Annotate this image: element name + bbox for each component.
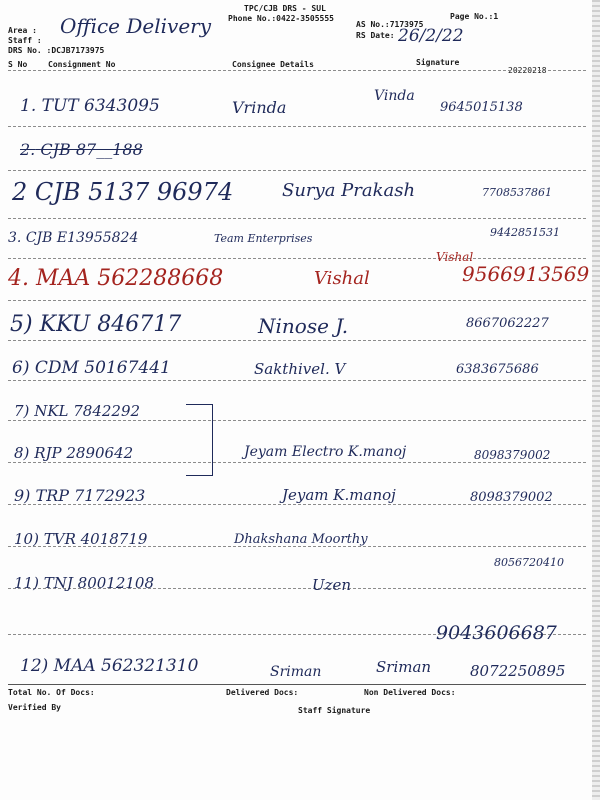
phone-number: Phone No.:0422-3505555 (228, 14, 334, 23)
row-4-signature: Vishal (436, 250, 474, 264)
rule-line (8, 218, 586, 219)
row-1-consignee: Vrinda (232, 98, 287, 117)
rs-date-value: 26/2/22 (398, 26, 464, 46)
perforated-edge (592, 0, 600, 800)
col-consignee: Consignee Details (232, 60, 314, 69)
footer-rule (8, 684, 586, 685)
rule-line (8, 170, 586, 171)
row-3-consignment: 3. CJB E13955824 (8, 230, 139, 246)
delivered-docs-label: Delivered Docs: (226, 688, 299, 697)
row-2-phone: 7708537861 (482, 186, 552, 199)
row-10-consignee: Dhakshana Moorthy (234, 532, 368, 547)
row-struck-consignment: 2. CJB 87__188 (20, 140, 143, 159)
rule-line (8, 70, 586, 71)
row-2-consignee: Surya Prakash (282, 180, 416, 201)
row-12-phone: 8072250895 (470, 662, 566, 680)
sheet-title: TPC/CJB DRS - SUL (244, 4, 326, 13)
row-2-consignment: 2 CJB 5137 96974 (12, 178, 234, 206)
rs-date-label: RS Date: (356, 31, 395, 40)
verified-by-label: Verified By (8, 703, 61, 712)
row-7-consignment: 7) NKL 7842292 (14, 402, 141, 420)
page-number: Page No.:1 (450, 12, 499, 21)
rule-line (8, 340, 586, 341)
row-3-phone: 9442851531 (490, 226, 560, 239)
row-9-consignment: 9) TRP 7172923 (14, 486, 146, 505)
row-9-consignee: Jeyam K.manoj (282, 486, 396, 504)
col-signature: Signature (416, 58, 460, 67)
total-docs-label: Total No. Of Docs: (8, 688, 95, 697)
rule-line (8, 380, 586, 381)
drs-number: DRS No. :DCJB7173975 (8, 46, 105, 55)
row-5-consignee: Ninose J. (258, 314, 349, 338)
row-8-phone: 8098379002 (474, 448, 551, 462)
date-code: 20220218 (508, 66, 547, 75)
row-4-consignment: 4. MAA 562288668 (8, 266, 224, 291)
row-1-consignment: 1. TUT 6343095 (20, 96, 160, 116)
area-value: Office Delivery (60, 14, 212, 38)
row-1-phone: 9645015138 (440, 100, 523, 115)
row-12-consignee: Sriman (270, 664, 322, 680)
rule-line (8, 258, 586, 259)
row-6-consignee: Sakthivel. V (254, 360, 346, 378)
row-9-phone: 8098379002 (470, 490, 553, 505)
row-11-consignee: Uzen (312, 576, 352, 594)
col-consignment: Consignment No (48, 60, 116, 69)
area-label: Area : (8, 26, 37, 35)
non-delivered-docs-label: Non Delivered Docs: (364, 688, 456, 697)
row-5-consignment: 5) KKU 846717 (10, 312, 182, 337)
rule-line (8, 126, 586, 127)
row-1-signature: Vinda (374, 88, 415, 104)
row-11-phone: 9043606687 (436, 622, 557, 644)
rule-line (8, 420, 586, 421)
row-10-phone: 8056720410 (494, 556, 564, 569)
row-4-phone: 9566913569 (462, 262, 590, 286)
as-number: AS No.:7173975 (356, 20, 424, 29)
row-10-consignment: 10) TVR 4018719 (14, 530, 148, 548)
row-3-consignee: Team Enterprises (214, 232, 313, 245)
row-12-signature: Sriman (376, 658, 432, 676)
row-12-consignment: 12) MAA 562321310 (20, 656, 199, 676)
rule-line (8, 300, 586, 301)
row-6-phone: 6383675686 (456, 362, 539, 377)
staff-label: Staff : (8, 36, 42, 45)
row-4-consignee: Vishal (314, 268, 370, 289)
row-11-consignment: 11) TNJ 80012108 (14, 574, 154, 592)
row-8-consignee: Jeyam Electro K.manoj (244, 444, 407, 460)
grouping-bracket (186, 404, 213, 476)
row-6-consignment: 6) CDM 50167441 (12, 358, 171, 378)
row-8-consignment: 8) RJP 2890642 (14, 444, 134, 462)
rule-line (8, 462, 586, 463)
staff-signature-label: Staff Signature (298, 706, 371, 715)
col-sno: S No (8, 60, 28, 69)
row-5-phone: 8667062227 (466, 316, 549, 331)
